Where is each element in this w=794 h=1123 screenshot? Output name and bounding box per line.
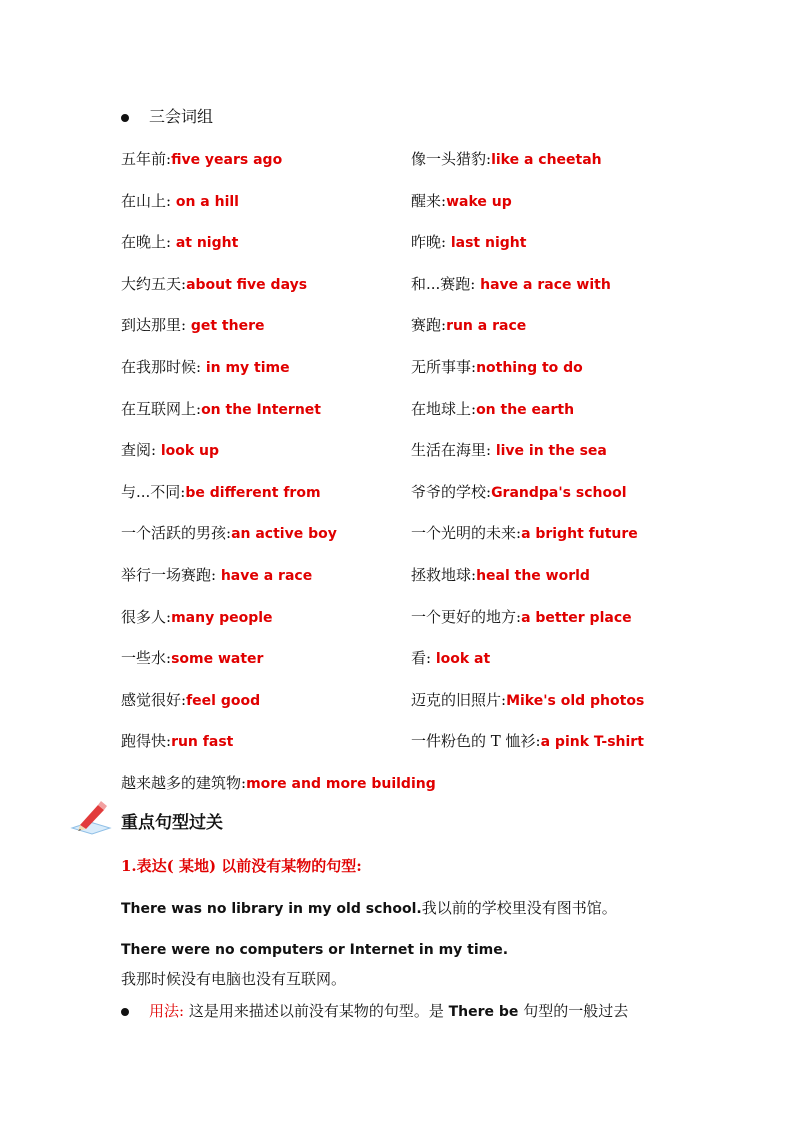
phrase-en: get there <box>190 318 265 334</box>
phrase-left <box>121 356 290 379</box>
phrase-row <box>121 356 681 378</box>
phrase-row <box>121 231 681 253</box>
phrase-left <box>121 481 321 504</box>
phrase-en: a pink T-shirt <box>540 734 644 750</box>
phrase-left <box>121 522 337 545</box>
phrase-right <box>411 481 627 504</box>
phrase-en: have a race with <box>480 277 611 293</box>
phrase-right <box>411 730 644 753</box>
phrase-row <box>121 522 681 544</box>
phrase-en: Mike's old photos <box>506 693 645 709</box>
phrase-en: about five days <box>186 277 308 293</box>
phrase-en: look up <box>160 443 220 459</box>
phrase-en: in my time <box>205 360 290 376</box>
phrase-en: a bright future <box>521 526 638 542</box>
phrase-en: be different from <box>185 485 321 501</box>
phrase-cn: 一个更好的地方: <box>411 608 522 626</box>
pattern-title-text: 1.表达( 某地) 以前没有某物的句型: <box>121 857 362 875</box>
phrase-left <box>121 190 239 213</box>
example-1 <box>121 898 617 919</box>
pencil-icon <box>70 798 114 836</box>
phrase-left <box>121 564 312 587</box>
phrase-en: Grandpa's school <box>491 485 627 501</box>
phrase-cn: 在互联网上: <box>121 400 202 418</box>
phrase-cn: 像一头猎豹: <box>411 150 492 168</box>
phrase-right <box>411 606 632 629</box>
phrase-right <box>411 647 490 670</box>
phrase-row-last <box>121 772 681 794</box>
phrase-right <box>411 564 590 587</box>
phrase-right <box>411 356 583 379</box>
phrase-en: live in the sea <box>495 443 607 459</box>
phrase-en: heal the world <box>476 568 590 584</box>
phrase-row <box>121 190 681 212</box>
phrase-en: an active boy <box>231 526 337 542</box>
phrase-left <box>121 730 233 753</box>
phrase-en: many people <box>171 610 273 626</box>
phrase-cn: 生活在海里: <box>411 441 496 459</box>
phrase-left <box>121 398 321 421</box>
phrase-cn: 无所事事: <box>411 358 477 376</box>
phrase-cn: 一件粉色的 T 恤衫: <box>411 732 541 750</box>
phrase-en: last night <box>450 235 527 251</box>
phrase-cn: 迈克的旧照片: <box>411 691 507 709</box>
phrase-cn: 在我那时候: <box>121 358 206 376</box>
phrase-en: have a race <box>220 568 313 584</box>
phrase-en: wake up <box>446 194 512 210</box>
usage-text-1: 这是用来描述以前没有某物的句型。是 <box>184 1002 449 1020</box>
phrase-right <box>411 314 526 337</box>
phrase-cn: 举行一场赛跑: <box>121 566 221 584</box>
phrase-cn: 大约五天: <box>121 275 187 293</box>
phrase-row <box>121 439 681 461</box>
phrase-cn: 赛跑: <box>411 316 447 334</box>
phrase-en: more and more building <box>246 776 436 792</box>
phrase-row <box>121 398 681 420</box>
phrase-cn: 感觉很好: <box>121 691 187 709</box>
phrase-cn: 五年前: <box>121 150 172 168</box>
phrase-left <box>121 606 273 629</box>
phrase-en: nothing to do <box>476 360 583 376</box>
bullet-icon <box>121 114 129 122</box>
phrase-en: five years ago <box>171 152 283 168</box>
phrase-right <box>411 231 526 254</box>
phrase-cn: 一些水: <box>121 649 172 667</box>
phrase-right <box>411 522 638 545</box>
phrase-right <box>411 689 644 712</box>
example-1-en: There was no library in my old school. <box>121 901 422 917</box>
phrase-right <box>411 190 512 213</box>
phrase-row <box>121 148 681 170</box>
phrase-cn: 一个活跃的男孩: <box>121 524 232 542</box>
usage-label: 用法: <box>149 1002 185 1020</box>
phrase-row <box>121 273 681 295</box>
phrase-en: look at <box>435 651 491 667</box>
bullet-icon <box>121 1008 129 1016</box>
phrase-cn: 到达那里: <box>121 316 191 334</box>
phrase-en: feel good <box>186 693 261 709</box>
usage-line <box>149 1001 628 1022</box>
phrase-row <box>121 564 681 586</box>
phrase-left <box>121 439 219 462</box>
phrase-en: on a hill <box>175 194 239 210</box>
phrase-cn: 昨晚: <box>411 233 451 251</box>
phrase-right <box>411 398 574 421</box>
example-2-en-text: There were no computers or Internet in my time. <box>121 942 509 958</box>
phrase-cn: 爷爷的学校: <box>411 483 492 501</box>
phrase-cn: 醒来: <box>411 192 447 210</box>
phrase-right <box>411 273 611 296</box>
phrase-en: on the Internet <box>201 402 321 418</box>
phrase-cn: 跑得快: <box>121 732 172 750</box>
usage-en: There be <box>448 1004 519 1020</box>
phrase-row <box>121 730 681 752</box>
example-1-cn: 我以前的学校里没有图书馆。 <box>421 899 617 917</box>
phrase-cn: 一个光明的未来: <box>411 524 522 542</box>
phrase-left <box>121 689 260 712</box>
phrase-cn: 在山上: <box>121 192 176 210</box>
phrase-cn: 在晚上: <box>121 233 176 251</box>
phrase-left <box>121 647 263 670</box>
phrase-en: some water <box>171 651 264 667</box>
phrase-row <box>121 647 681 669</box>
phrase-cn: 看: <box>411 649 436 667</box>
phrase-left <box>121 273 307 296</box>
phrase-cn: 在地球上: <box>411 400 477 418</box>
example-2-cn: 我那时候没有电脑也没有互联网。 <box>121 970 347 988</box>
phrase-en: like a cheetah <box>491 152 602 168</box>
pattern-title <box>121 856 362 876</box>
section-title: 重点句型过关 <box>121 813 223 833</box>
phrase-row <box>121 606 681 628</box>
phrase-cn: 与...不同: <box>121 483 186 501</box>
example-2-en <box>121 939 508 960</box>
phrase-en: at night <box>175 235 239 251</box>
phrase-left <box>121 148 282 171</box>
usage-text-2: 句型的一般过去 <box>518 1002 629 1020</box>
phrase-cn: 很多人: <box>121 608 172 626</box>
phrase-left <box>121 314 264 337</box>
phrase-en: on the earth <box>476 402 575 418</box>
phrase-cn: 查阅: <box>121 441 161 459</box>
phrase-cn: 拯救地球: <box>411 566 477 584</box>
phrase-right <box>411 148 602 171</box>
phrase-row <box>121 689 681 711</box>
phrase-left <box>121 231 238 254</box>
phrase-cn: 和...赛跑: <box>411 275 481 293</box>
phrase-row <box>121 314 681 336</box>
phrase-row <box>121 481 681 503</box>
phrase-en: run fast <box>171 734 234 750</box>
phrase-en: a better place <box>521 610 632 626</box>
phrase-right <box>411 439 607 462</box>
phrase-cn: 越来越多的建筑物: <box>121 774 247 792</box>
phrase-en: run a race <box>446 318 527 334</box>
section-heading: 三会词组 <box>149 107 214 126</box>
